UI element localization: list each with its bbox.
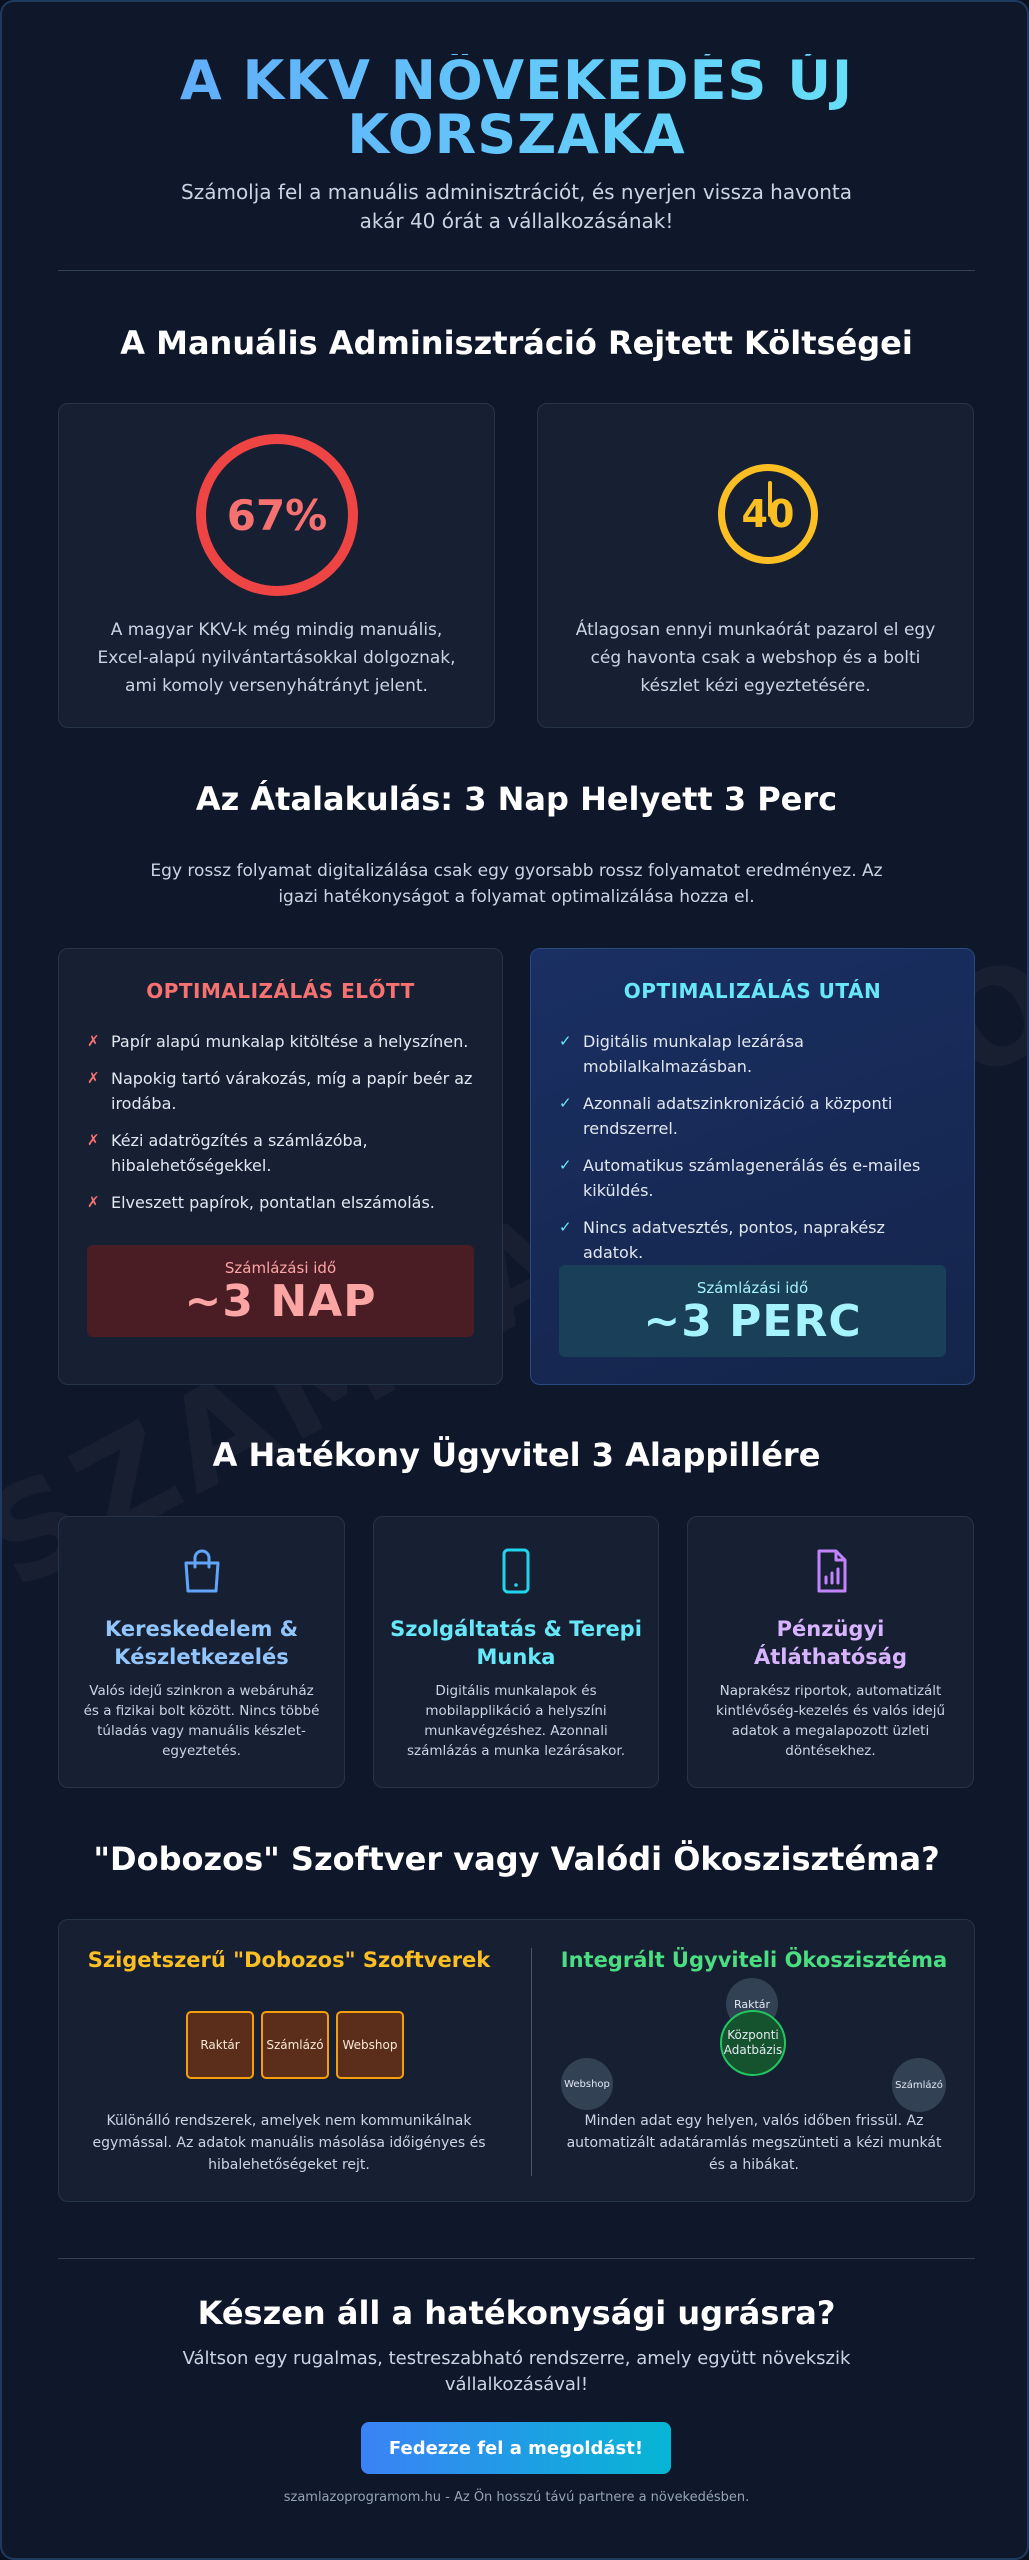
percent-ring: [196, 434, 358, 596]
stat-card-percent: [58, 403, 495, 728]
pillar-text: Digitális munkalapok és mobilapplikáció a helyszíni munkavégzéshez. Azonnali számlázás a munka lezárásakor.: [407, 1683, 625, 1759]
pillar-title: Szolgáltatás & Terepi Munka: [390, 1617, 642, 1669]
boxed-software-title: Szigetszerű "Dobozos" Szoftverek: [87, 1948, 491, 1972]
percent-text: A magyar KKV-k még mindig manuális, Excel-alapú nyilvántartásokkal dolgoznak, ami komoly versenyhátrányt jelent.: [97, 620, 456, 696]
cross-icon: ✗: [87, 1193, 100, 1211]
hours-text: Átlagosan ennyi munkaórát pazarol el egy cég havonta csak a webshop és a bolti készlet kézi egyeztetésére.: [575, 620, 936, 696]
pillar-card-finance: [687, 1516, 974, 1788]
box-webshop: Webshop: [336, 2011, 404, 2079]
integrated-text: Minden adat egy helyen, valós időben frissül. Az automatizált adatáramlás megszünteti a kézi munkát és a hibákat.: [566, 2113, 942, 2173]
costs-title: A Manuális Adminisztráció Rejtett Költségei: [120, 324, 913, 362]
shopping-bag-icon: [180, 1547, 224, 1595]
smartphone-icon: [496, 1547, 536, 1595]
list-item: ✗ Elveszett papírok, pontatlan elszámolás.: [87, 1190, 474, 1215]
cross-icon: ✗: [87, 1032, 100, 1050]
after-result: [559, 1265, 946, 1357]
transform-intro: Egy rossz folyamat digitalizálása csak egy gyorsabb rossz folyamatot eredményez. Az igazi hatékonyságot a folyamat optimalizálása hozza el.: [150, 861, 883, 907]
cta-title: Készen áll a hatékonysági ugrásra?: [197, 2294, 836, 2332]
footer-text: szamlazoprogramom.hu - Az Ön hosszú távú partnere a növekedésben.: [283, 2490, 750, 2505]
integrated-title: Integrált Ügyviteli Ökoszisztéma: [560, 1948, 948, 1972]
hero: [58, 49, 975, 236]
list-item: ✓ Azonnali adatszinkronizáció a központi rendszerrel.: [559, 1091, 946, 1141]
ecosystem-card: [58, 1919, 975, 2202]
before-card: [58, 948, 503, 1385]
after-title: OPTIMALIZÁLÁS UTÁN: [623, 979, 882, 1003]
boxed-software-text: Különálló rendszerek, amelyek nem kommunikálnak egymással. Az adatok manuális másolása időigényes és hibalehetőségeket rejt.: [92, 2113, 486, 2173]
before-result: [87, 1245, 474, 1337]
hours-value: 40: [741, 492, 795, 536]
check-icon: ✓: [559, 1094, 572, 1112]
pillars-title: A Hatékony Ügyvitel 3 Alappillére: [212, 1436, 821, 1474]
list-item: ✗ Napokig tartó várakozás, míg a papír beér az irodába.: [87, 1066, 474, 1116]
check-icon: ✓: [559, 1156, 572, 1174]
after-result-value: ~3 PERC: [643, 1296, 862, 1347]
cta-button[interactable]: Fedezze fel a megoldást!: [361, 2422, 671, 2474]
divider: [58, 270, 975, 271]
cross-icon: ✗: [87, 1131, 100, 1149]
ecosystem-title: "Dobozos" Szoftver vagy Valódi Ökoszisztéma?: [93, 1840, 940, 1878]
after-list: [559, 1029, 946, 1265]
list-item: ✓ Automatikus számlagenerálás és e-mailes kiküldés.: [559, 1153, 946, 1203]
node-invoicing: Számlázó: [892, 2058, 946, 2112]
hero-title: A KKV NÖVEKEDÉS ÚJ KORSZAKA: [58, 54, 975, 162]
pillar-text: Naprakész riportok, automatizált kintlévőség-kezelés és valós idejű adatok a megalapozott üzleti döntésekhez.: [715, 1683, 946, 1759]
pillar-card-service: [373, 1516, 659, 1788]
cta-text: Váltson egy rugalmas, testreszabható rendszerre, amely együtt növekszik vállalkozásával!: [182, 2348, 851, 2395]
after-card: [530, 948, 975, 1385]
transform-title: Az Átalakulás: 3 Nap Helyett 3 Perc: [195, 780, 838, 818]
pillar-title: Pénzügyi Átláthatóság: [754, 1617, 907, 1669]
ecosystem-divider: [531, 1948, 532, 2176]
box-invoicing: Számlázó: [261, 2011, 329, 2079]
cross-icon: ✗: [87, 1069, 100, 1087]
pillar-title: Kereskedelem & Készletkezelés: [104, 1617, 299, 1669]
box-warehouse: Raktár: [186, 2011, 254, 2079]
report-file-icon: [811, 1547, 851, 1595]
check-icon: ✓: [559, 1218, 572, 1236]
pillar-text: Valós idejű szinkron a webáruház és a fizikai bolt között. Nincs többé túladás vagy manuális készlet-egyeztetés.: [83, 1683, 320, 1759]
percent-value: 67%: [226, 490, 328, 540]
node-warehouse: Raktár: [726, 1978, 778, 2030]
node-webshop: Webshop: [561, 2058, 613, 2110]
before-result-label: Számlázási idő: [224, 1259, 337, 1277]
check-icon: ✓: [559, 1032, 572, 1050]
list-item: ✓ Nincs adatvesztés, pontos, naprakész adatok.: [559, 1215, 946, 1265]
after-result-label: Számlázási idő: [696, 1279, 809, 1297]
pillar-card-commerce: [58, 1516, 345, 1788]
divider: [58, 2258, 975, 2259]
clock-icon: [718, 464, 818, 564]
hero-subtitle: Számolja fel a manuális adminisztrációt, és nyerjen vissza havonta akár 40 órát a vállalkozásának!: [181, 180, 852, 233]
list-item: ✗ Papír alapú munkalap kitöltése a helyszínen.: [87, 1029, 474, 1054]
before-result-value: ~3 NAP: [184, 1276, 377, 1327]
stat-card-hours: [537, 403, 974, 728]
list-item: ✓ Digitális munkalap lezárása mobilalkalmazásban.: [559, 1029, 946, 1079]
before-list: [87, 1029, 474, 1215]
before-title: OPTIMALIZÁLÁS ELŐTT: [146, 979, 415, 1003]
central-database-node: Központi Adatbázis: [720, 2010, 786, 2076]
list-item: ✗ Kézi adatrögzítés a számlázóba, hibalehetőségekkel.: [87, 1128, 474, 1178]
